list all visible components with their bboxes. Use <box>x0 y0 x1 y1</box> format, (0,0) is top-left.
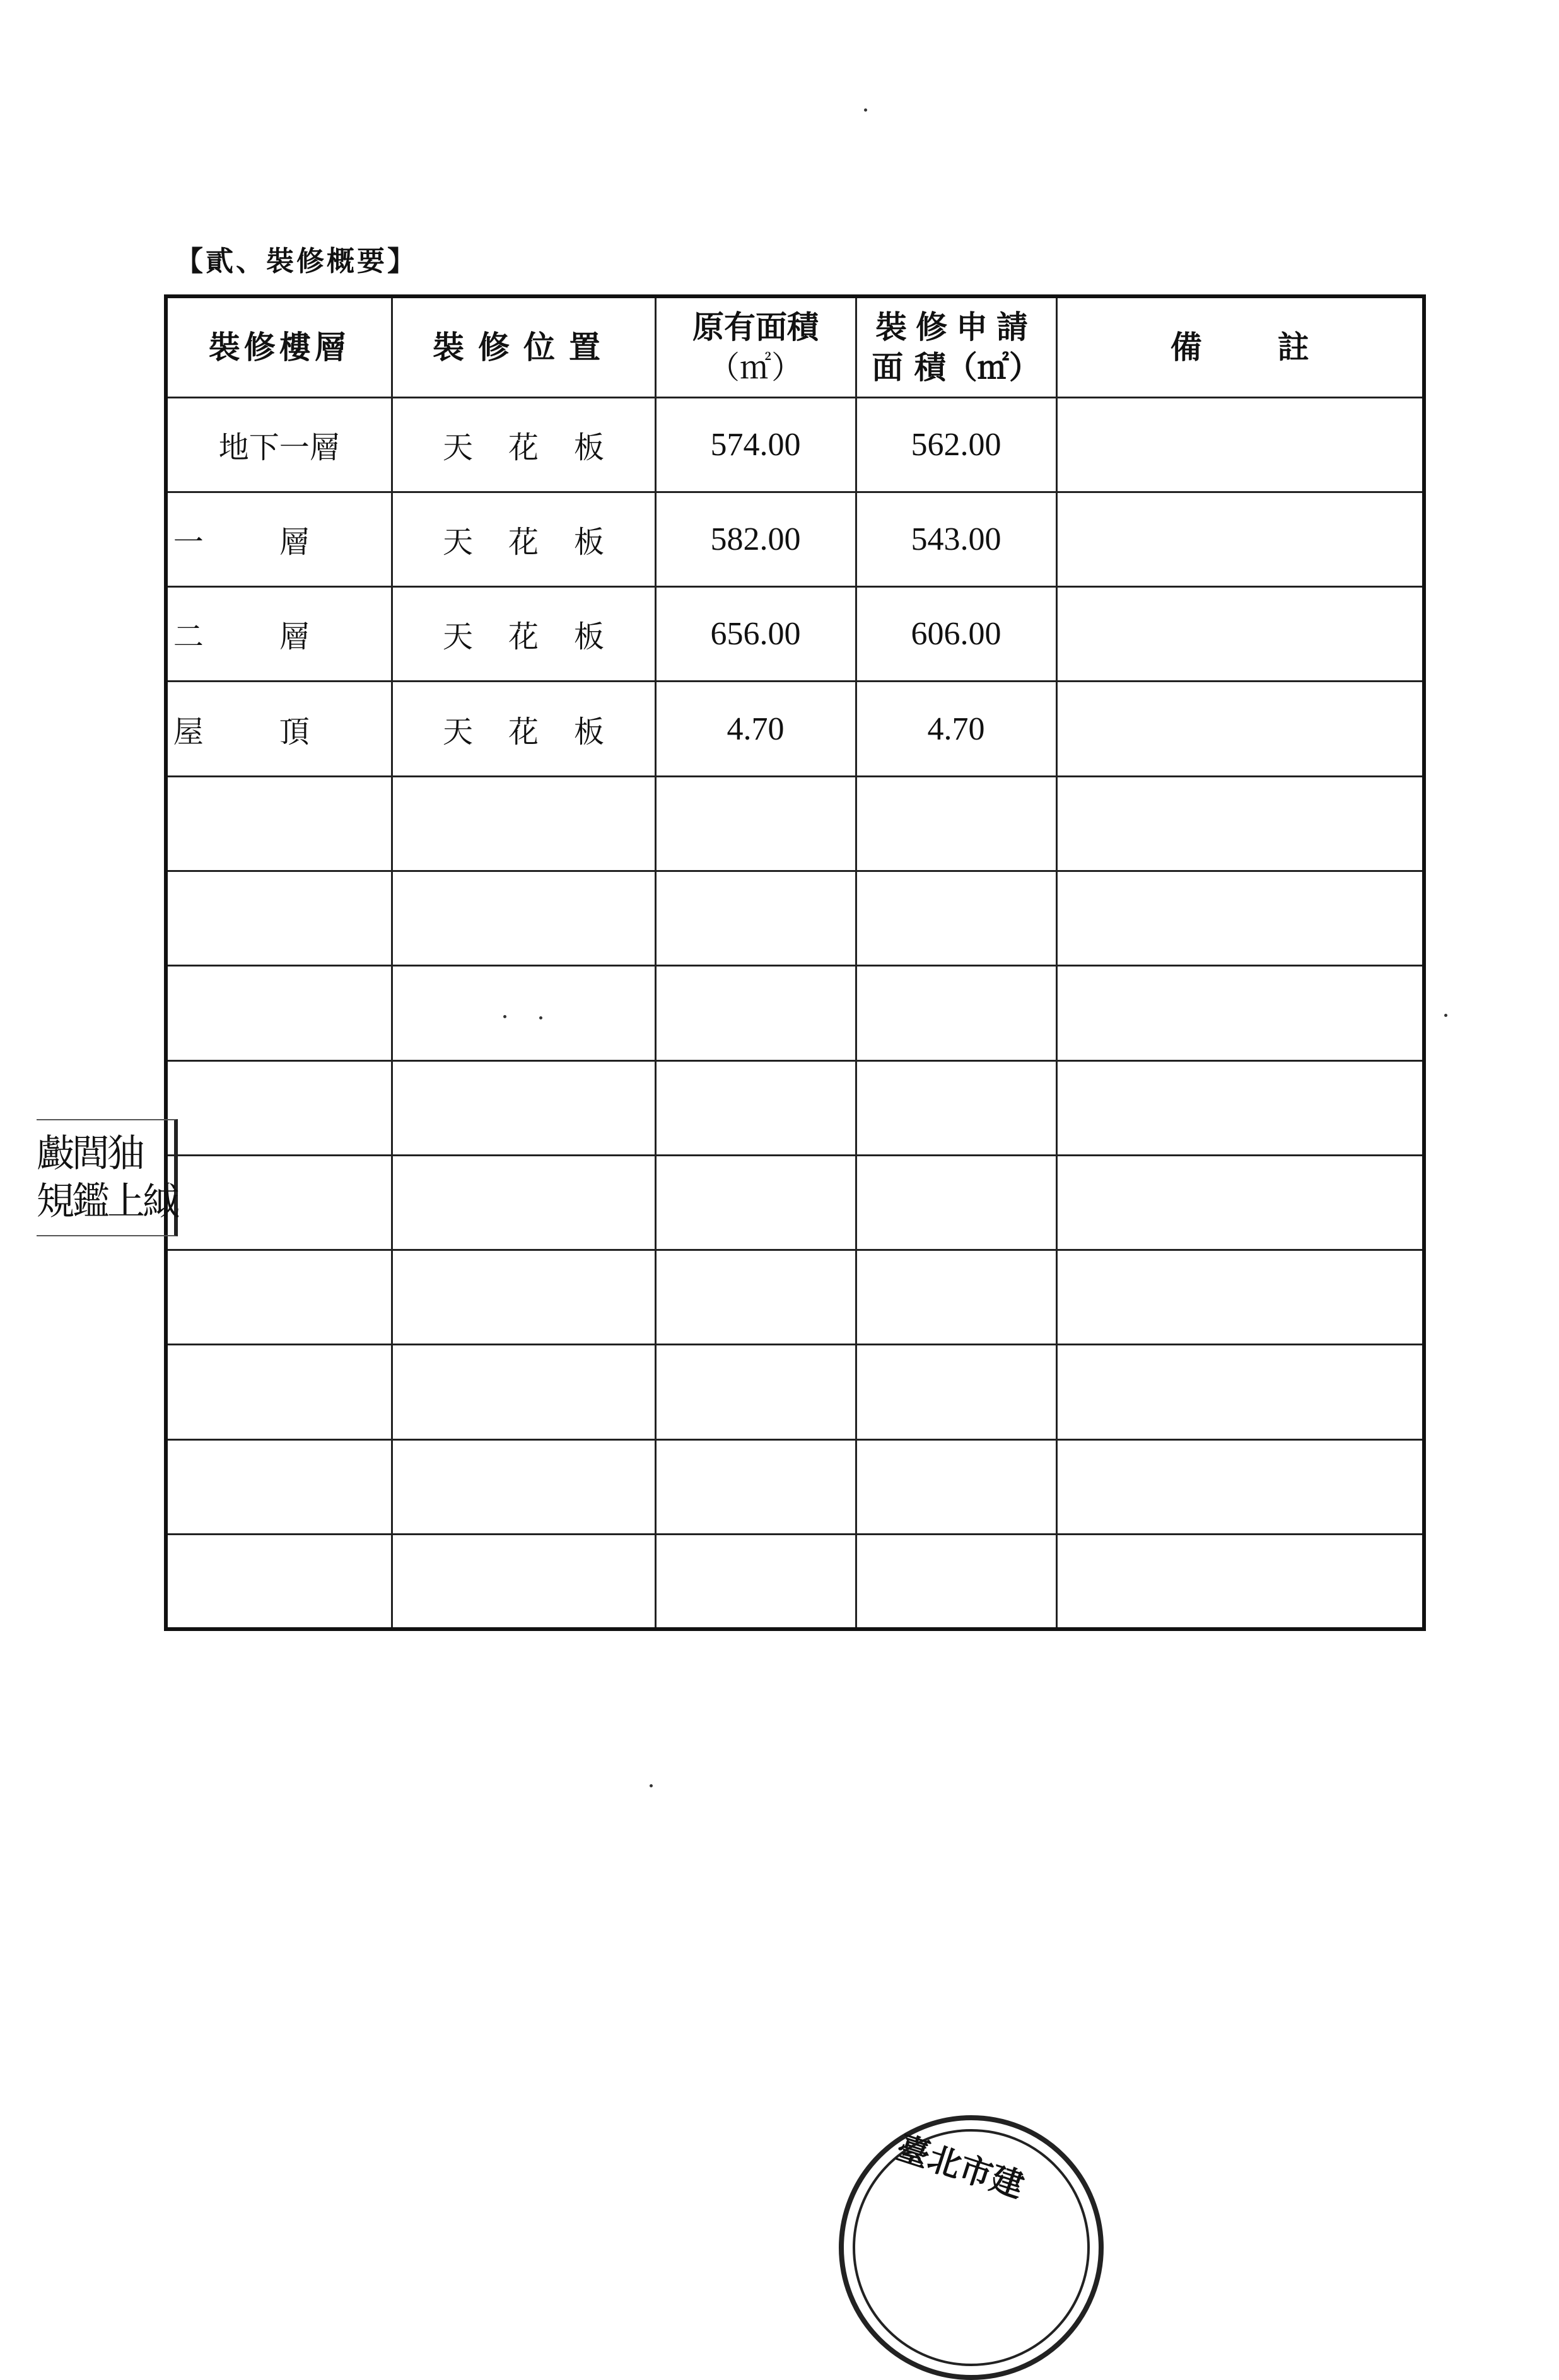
empty-cell <box>1056 966 1424 1060</box>
cell-applied-area: 4.70 <box>856 682 1056 776</box>
cell-location: 天花板 <box>392 682 655 776</box>
empty-cell <box>166 776 392 871</box>
table-row-empty <box>166 1250 1424 1345</box>
header-applied-area: 裝修申請 面 積（㎡） <box>856 296 1056 397</box>
empty-cell <box>166 1345 392 1439</box>
empty-cell <box>392 1155 655 1250</box>
seal-text: 臺北市建 <box>892 2128 1029 2206</box>
scan-speck <box>650 1784 653 1787</box>
table-row-empty <box>166 966 1424 1060</box>
empty-cell <box>1056 871 1424 965</box>
table-row-empty <box>166 1535 1424 1629</box>
cell-remarks <box>1056 682 1424 776</box>
empty-cell <box>856 776 1056 871</box>
empty-cell <box>655 1060 856 1155</box>
header-original-area: 原有面積 （㎡） <box>655 296 856 397</box>
table-row-empty <box>166 1439 1424 1534</box>
empty-cell <box>856 1345 1056 1439</box>
section-heading: 【貳、裝修概要】 <box>175 245 417 277</box>
empty-cell <box>392 1535 655 1629</box>
table-row <box>166 397 1424 492</box>
empty-cell <box>166 1060 392 1155</box>
table-row-empty <box>166 1155 1424 1250</box>
cell-floor: 屋頂 <box>166 682 392 776</box>
renovation-summary-table <box>164 294 1426 1631</box>
empty-cell <box>856 871 1056 965</box>
scan-speck <box>539 1016 542 1019</box>
empty-cell <box>1056 1155 1424 1250</box>
side-stamp <box>37 1119 178 1236</box>
empty-cell <box>392 871 655 965</box>
empty-cell <box>392 1250 655 1345</box>
empty-cell <box>655 1439 856 1534</box>
empty-cell <box>856 1155 1056 1250</box>
cell-applied-area: 543.00 <box>856 492 1056 586</box>
header-remarks: 備註 <box>1056 296 1424 397</box>
empty-cell <box>1056 1535 1424 1629</box>
empty-cell <box>392 1345 655 1439</box>
empty-cell <box>655 1155 856 1250</box>
cell-remarks <box>1056 492 1424 586</box>
cell-applied-area: 606.00 <box>856 587 1056 682</box>
table-header-row <box>166 296 1424 397</box>
empty-cell <box>856 1060 1056 1155</box>
cell-floor: 地下一層 <box>166 397 392 492</box>
empty-cell <box>166 1535 392 1629</box>
table-row-empty <box>166 776 1424 871</box>
empty-cell <box>655 1535 856 1629</box>
cell-applied-area: 562.00 <box>856 397 1056 492</box>
empty-cell <box>392 1439 655 1534</box>
scan-speck <box>864 108 867 112</box>
cell-original-area: 582.00 <box>655 492 856 586</box>
empty-cell <box>166 1250 392 1345</box>
empty-cell <box>166 1439 392 1534</box>
cell-original-area: 4.70 <box>655 682 856 776</box>
empty-cell <box>655 776 856 871</box>
table-row <box>166 492 1424 586</box>
table-row-empty <box>166 871 1424 965</box>
cell-location: 天花板 <box>392 492 655 586</box>
empty-cell <box>856 1535 1056 1629</box>
empty-cell <box>655 966 856 1060</box>
cell-location: 天花板 <box>392 587 655 682</box>
side-stamp-line2: 䂓鑑㆖䋐 <box>37 1180 178 1224</box>
table-row <box>166 682 1424 776</box>
table-row-empty <box>166 1345 1424 1439</box>
empty-cell <box>856 1250 1056 1345</box>
cell-floor: 二層 <box>166 587 392 682</box>
empty-cell <box>1056 1250 1424 1345</box>
empty-cell <box>392 966 655 1060</box>
empty-cell <box>392 1060 655 1155</box>
empty-cell <box>1056 1060 1424 1155</box>
empty-cell <box>655 871 856 965</box>
empty-cell <box>655 1250 856 1345</box>
side-stamp-line1: 㪭閭㹨 <box>37 1132 143 1176</box>
header-floor: 裝修樓層 <box>166 296 392 397</box>
empty-cell <box>166 966 392 1060</box>
empty-cell <box>392 776 655 871</box>
cell-remarks <box>1056 587 1424 682</box>
empty-cell <box>856 966 1056 1060</box>
empty-cell <box>1056 1439 1424 1534</box>
empty-cell <box>856 1439 1056 1534</box>
cell-original-area: 656.00 <box>655 587 856 682</box>
cell-floor: 一層 <box>166 492 392 586</box>
table-row-empty <box>166 1060 1424 1155</box>
empty-cell <box>1056 776 1424 871</box>
cell-location: 天花板 <box>392 397 655 492</box>
empty-cell <box>166 871 392 965</box>
table-row <box>166 587 1424 682</box>
cell-remarks <box>1056 397 1424 492</box>
scan-speck <box>1444 1014 1447 1017</box>
cell-original-area: 574.00 <box>655 397 856 492</box>
empty-cell <box>655 1345 856 1439</box>
empty-cell <box>166 1155 392 1250</box>
header-location: 裝修位置 <box>392 296 655 397</box>
scan-speck <box>503 1015 506 1018</box>
empty-cell <box>1056 1345 1424 1439</box>
